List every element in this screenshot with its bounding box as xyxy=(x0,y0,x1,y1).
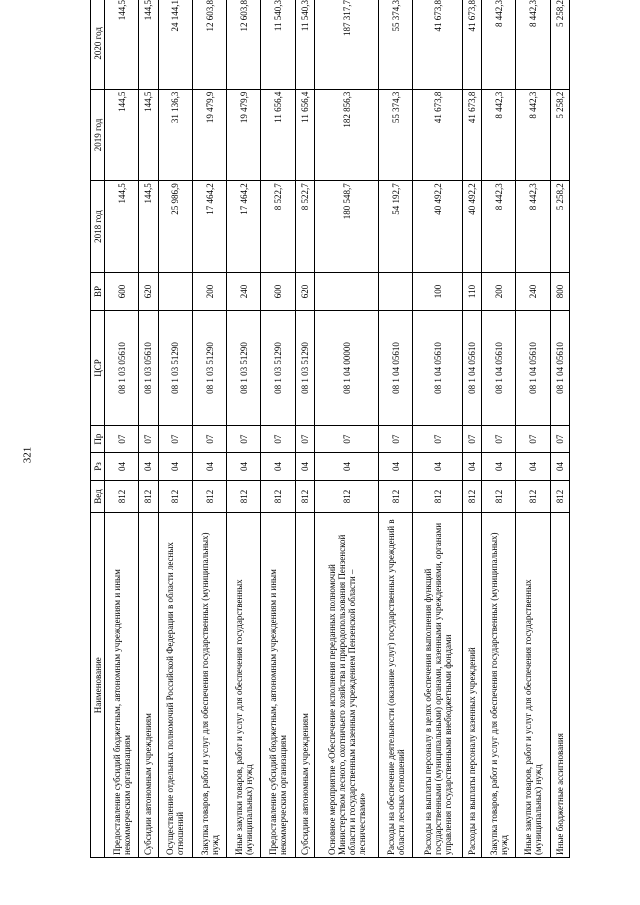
header-2020: 2020 год xyxy=(91,0,105,89)
table-body xyxy=(105,0,570,858)
table-row xyxy=(315,0,379,858)
cell-vr: 620 xyxy=(139,272,158,310)
cell-name: Предоставление субсидий бюджетным, автономным учреждениям и иным некоммерческим организациям xyxy=(105,513,139,858)
cell-pr: 07 xyxy=(315,425,379,452)
cell-name: Основное мероприятие «Обеспечение исполнения переданных полномочий Министерством лесного, охотничьего хозяйства и природопользования Пензенской области и государственным казенным учреждением Пензенской области – лесничествами» xyxy=(315,513,379,858)
cell-pr: 07 xyxy=(379,425,413,452)
cell-name: Расходы на обеспечение деятельности (оказание услуг) государственных учреждений в области лесных отношений xyxy=(379,513,413,858)
cell-pr: 07 xyxy=(295,425,314,452)
cell-ved: 812 xyxy=(550,480,570,513)
cell-2018: 40 492,2 xyxy=(413,181,462,273)
cell-2020: 187 317,7 xyxy=(315,0,379,89)
cell-2019: 11 656,4 xyxy=(261,89,295,181)
cell-2019: 31 136,3 xyxy=(158,89,192,181)
cell-2020: 11 540,3 xyxy=(261,0,295,89)
table-row xyxy=(379,0,413,858)
cell-2018: 40 492,2 xyxy=(462,181,481,273)
cell-vr: 620 xyxy=(295,272,314,310)
table-row xyxy=(261,0,295,858)
cell-name: Закупка товаров, работ и услуг для обеспечения государственных (муниципальных) нужд xyxy=(481,513,515,858)
cell-vr: 800 xyxy=(550,272,570,310)
cell-csr: 08 1 03 51290 xyxy=(295,311,314,426)
cell-name: Иные бюджетные ассигнования xyxy=(550,513,570,858)
cell-ved: 812 xyxy=(315,480,379,513)
cell-2018: 5 258,2 xyxy=(550,181,570,273)
cell-ved: 812 xyxy=(413,480,462,513)
cell-csr: 08 1 04 00000 xyxy=(315,311,379,426)
cell-rz: 04 xyxy=(481,453,515,480)
cell-ved: 812 xyxy=(295,480,314,513)
cell-2019: 11 656,4 xyxy=(295,89,314,181)
cell-rz: 04 xyxy=(227,453,261,480)
cell-rz: 04 xyxy=(158,453,192,480)
cell-name: Расходы на выплаты персоналу казенных учреждений xyxy=(462,513,481,858)
cell-pr: 07 xyxy=(413,425,462,452)
cell-csr: 08 1 04 05610 xyxy=(462,311,481,426)
header-2019: 2019 год xyxy=(91,89,105,181)
cell-name: Иные закупки товаров, работ и услуг для обеспечения государственных (муниципальных) нужд xyxy=(516,513,550,858)
cell-csr: 08 1 04 05610 xyxy=(516,311,550,426)
cell-ved: 812 xyxy=(481,480,515,513)
cell-ved: 812 xyxy=(462,480,481,513)
cell-2019: 19 479,9 xyxy=(227,89,261,181)
cell-pr: 07 xyxy=(227,425,261,452)
cell-2019: 8 442,3 xyxy=(516,89,550,181)
cell-rz: 04 xyxy=(105,453,139,480)
cell-2018: 144,5 xyxy=(139,181,158,273)
cell-rz: 04 xyxy=(139,453,158,480)
header-2018: 2018 год xyxy=(91,181,105,273)
cell-ved: 812 xyxy=(192,480,226,513)
cell-2019: 19 479,9 xyxy=(192,89,226,181)
header-pr: Пр xyxy=(91,425,105,452)
page-number-text: 321 xyxy=(21,446,33,463)
cell-vr: 200 xyxy=(481,272,515,310)
cell-pr: 07 xyxy=(139,425,158,452)
cell-csr: 08 1 03 51290 xyxy=(227,311,261,426)
cell-name: Закупка товаров, работ и услуг для обеспечения государственных (муниципальных) нужд xyxy=(192,513,226,858)
cell-2019: 8 442,3 xyxy=(481,89,515,181)
cell-2018: 8 522,7 xyxy=(261,181,295,273)
cell-2018: 8 442,3 xyxy=(481,181,515,273)
cell-rz: 04 xyxy=(379,453,413,480)
cell-2018: 54 192,7 xyxy=(379,181,413,273)
cell-csr: 08 1 03 05610 xyxy=(105,311,139,426)
cell-pr: 07 xyxy=(192,425,226,452)
cell-name: Расходы на выплаты персоналу в целях обеспечения выполнения функций государственными (муниципальными) органами, казенными учреждениями, органами управления государственными внебюджетными фондами xyxy=(413,513,462,858)
cell-ved: 812 xyxy=(227,480,261,513)
cell-2020: 24 144,1 xyxy=(158,0,192,89)
header-ved: Вед xyxy=(91,480,105,513)
cell-rz: 04 xyxy=(413,453,462,480)
cell-rz: 04 xyxy=(550,453,570,480)
cell-pr: 07 xyxy=(158,425,192,452)
cell-name: Осуществление отдельных полномочий Российской Федерации в области лесных отношений xyxy=(158,513,192,858)
cell-2018: 17 464,2 xyxy=(192,181,226,273)
cell-2019: 55 374,3 xyxy=(379,89,413,181)
budget-table xyxy=(90,0,570,858)
cell-2019: 41 673,8 xyxy=(462,89,481,181)
header-csr: ЦСР xyxy=(91,311,105,426)
cell-vr: 600 xyxy=(261,272,295,310)
page-number xyxy=(20,24,34,885)
cell-ved: 812 xyxy=(158,480,192,513)
header-name: Наименование xyxy=(91,513,105,858)
cell-rz: 04 xyxy=(516,453,550,480)
cell-csr: 08 1 03 51290 xyxy=(158,311,192,426)
cell-rz: 04 xyxy=(261,453,295,480)
table-row xyxy=(192,0,226,858)
cell-2020: 12 603,8 xyxy=(227,0,261,89)
cell-2019: 144,5 xyxy=(139,89,158,181)
cell-vr xyxy=(315,272,379,310)
cell-vr xyxy=(158,272,192,310)
cell-2020: 41 673,8 xyxy=(413,0,462,89)
cell-2019: 5 258,2 xyxy=(550,89,570,181)
table-row xyxy=(516,0,550,858)
cell-csr: 08 1 04 05610 xyxy=(379,311,413,426)
cell-vr: 240 xyxy=(227,272,261,310)
cell-csr: 08 1 03 51290 xyxy=(261,311,295,426)
cell-name: Предоставление субсидий бюджетным, автономным учреждениям и иным некоммерческим организациям xyxy=(261,513,295,858)
cell-2018: 8 522,7 xyxy=(295,181,314,273)
cell-vr: 600 xyxy=(105,272,139,310)
cell-csr: 08 1 04 05610 xyxy=(413,311,462,426)
cell-2019: 144,5 xyxy=(105,89,139,181)
cell-2018: 144,5 xyxy=(105,181,139,273)
cell-ved: 812 xyxy=(105,480,139,513)
cell-2019: 41 673,8 xyxy=(413,89,462,181)
cell-pr: 07 xyxy=(481,425,515,452)
header-rz: Рз xyxy=(91,453,105,480)
table-row xyxy=(462,0,481,858)
cell-vr: 100 xyxy=(413,272,462,310)
cell-ved: 812 xyxy=(379,480,413,513)
cell-2020: 11 540,3 xyxy=(295,0,314,89)
cell-2020: 144,5 xyxy=(139,0,158,89)
header-vr: ВР xyxy=(91,272,105,310)
cell-vr: 110 xyxy=(462,272,481,310)
cell-2020: 55 374,3 xyxy=(379,0,413,89)
cell-2020: 12 603,8 xyxy=(192,0,226,89)
cell-csr: 08 1 04 05610 xyxy=(481,311,515,426)
budget-table-container xyxy=(90,0,570,858)
cell-2018: 17 464,2 xyxy=(227,181,261,273)
cell-vr xyxy=(379,272,413,310)
cell-2020: 8 442,3 xyxy=(481,0,515,89)
cell-vr: 200 xyxy=(192,272,226,310)
cell-name: Субсидии автономным учреждениям xyxy=(295,513,314,858)
cell-2020: 41 673,8 xyxy=(462,0,481,89)
table-row xyxy=(295,0,314,858)
cell-rz: 04 xyxy=(315,453,379,480)
cell-2018: 8 442,3 xyxy=(516,181,550,273)
cell-2018: 180 548,7 xyxy=(315,181,379,273)
cell-csr: 08 1 03 51290 xyxy=(192,311,226,426)
cell-rz: 04 xyxy=(462,453,481,480)
table-row xyxy=(139,0,158,858)
table-row xyxy=(158,0,192,858)
cell-name: Субсидии автономным учреждениям xyxy=(139,513,158,858)
cell-2020: 8 442,3 xyxy=(516,0,550,89)
cell-pr: 07 xyxy=(516,425,550,452)
cell-2020: 144,5 xyxy=(105,0,139,89)
table-row xyxy=(481,0,515,858)
cell-csr: 08 1 04 05610 xyxy=(550,311,570,426)
table-row xyxy=(413,0,462,858)
cell-pr: 07 xyxy=(105,425,139,452)
cell-rz: 04 xyxy=(192,453,226,480)
cell-ved: 812 xyxy=(516,480,550,513)
cell-vr: 240 xyxy=(516,272,550,310)
cell-ved: 812 xyxy=(261,480,295,513)
cell-2020: 5 258,2 xyxy=(550,0,570,89)
cell-pr: 07 xyxy=(550,425,570,452)
cell-pr: 07 xyxy=(462,425,481,452)
cell-ved: 812 xyxy=(139,480,158,513)
cell-name: Иные закупки товаров, работ и услуг для обеспечения государственных (муниципальных) нужд xyxy=(227,513,261,858)
cell-2018: 25 986,9 xyxy=(158,181,192,273)
table-row xyxy=(105,0,139,858)
cell-pr: 07 xyxy=(261,425,295,452)
cell-2019: 182 856,3 xyxy=(315,89,379,181)
cell-rz: 04 xyxy=(295,453,314,480)
cell-csr: 08 1 03 05610 xyxy=(139,311,158,426)
table-row xyxy=(550,0,570,858)
table-row xyxy=(227,0,261,858)
table-header-row xyxy=(91,0,105,858)
